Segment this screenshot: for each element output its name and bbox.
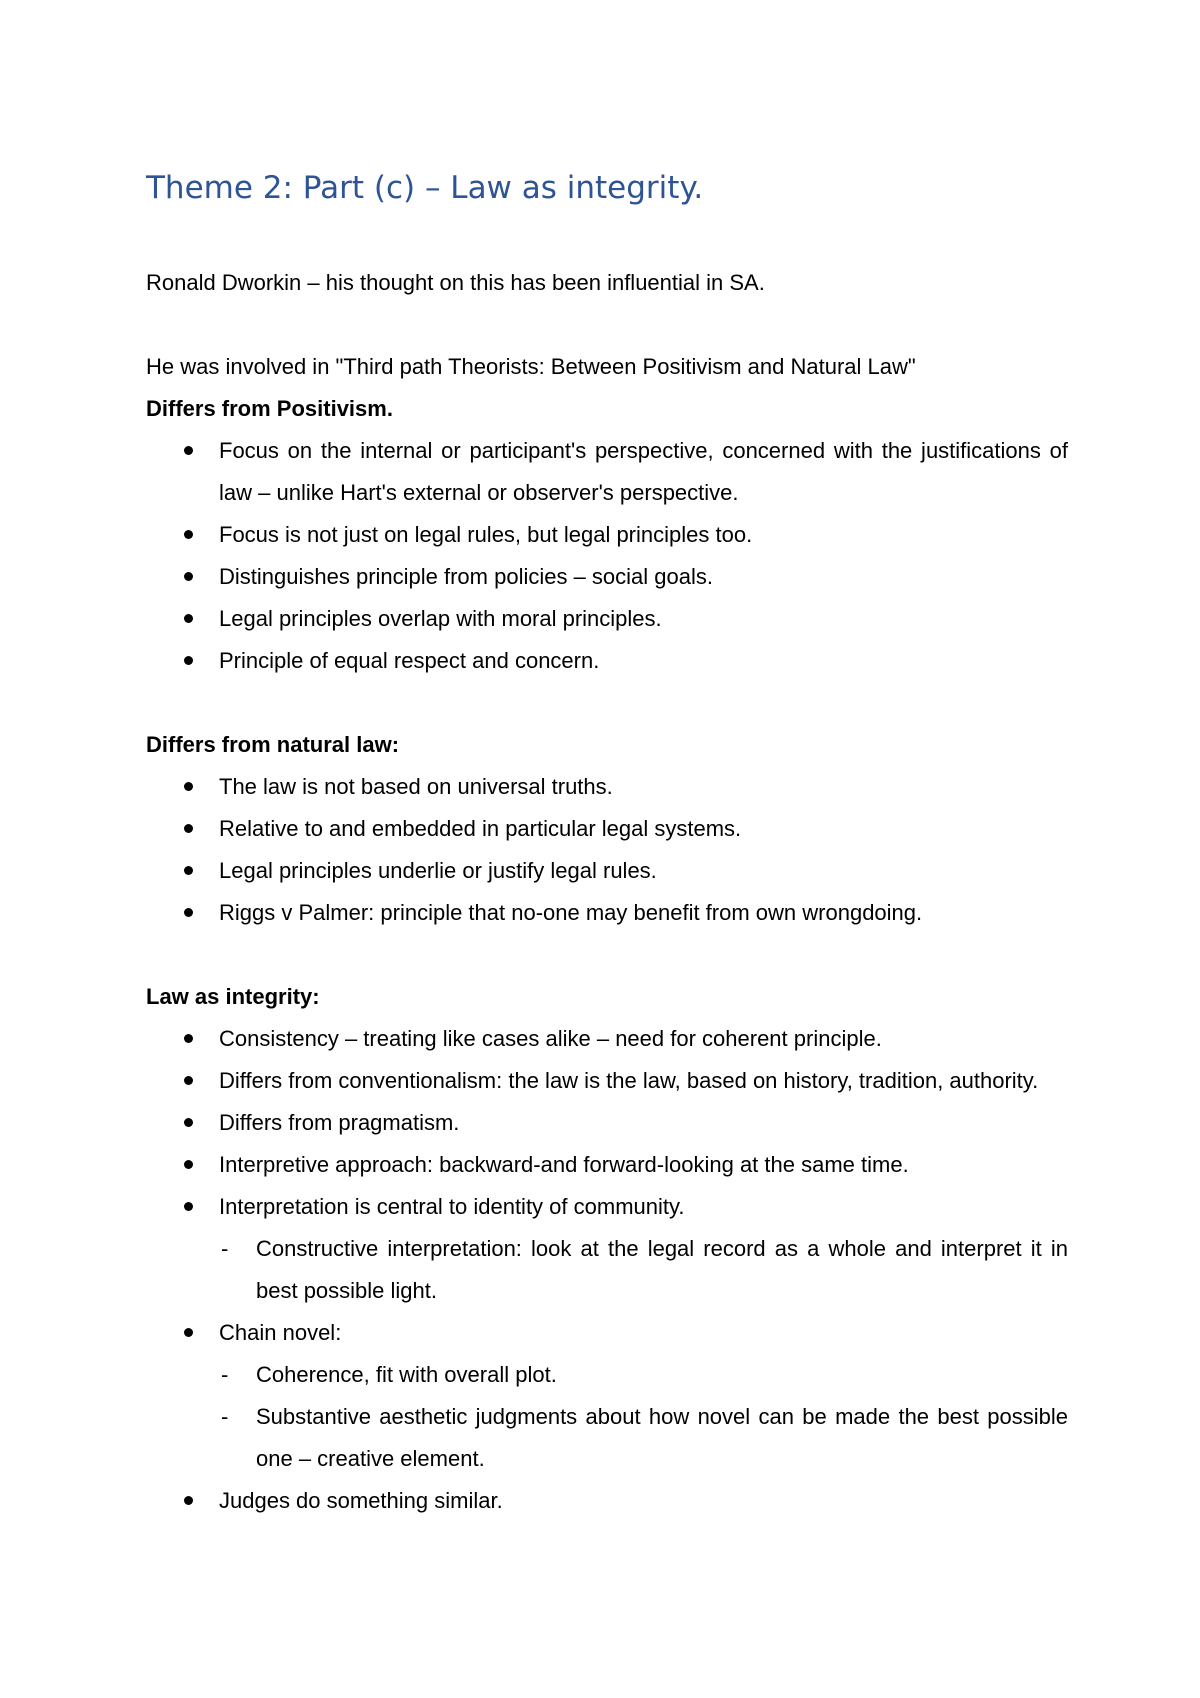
bullet-icon	[184, 1118, 193, 1127]
list-item	[146, 1186, 1068, 1228]
sublist-container	[146, 1354, 1068, 1480]
section-heading: Differs from natural law:	[146, 732, 400, 757]
dash-icon: -	[221, 1236, 229, 1261]
list-item-text: Chain novel:	[219, 1320, 342, 1345]
document-body	[146, 262, 1068, 1522]
list-item-text: Consistency – treating like cases alike – need for coherent principle.	[219, 1026, 882, 1051]
spacer	[146, 934, 1068, 976]
list-item	[146, 1312, 1068, 1354]
bullet-icon	[184, 446, 193, 455]
list-item-text: Interpretive approach: backward-and forward-looking at the same time.	[219, 1152, 909, 1177]
list-item	[146, 1102, 1068, 1144]
list-item-text: Distinguishes principle from policies – social goals.	[219, 564, 714, 589]
bullet-icon	[184, 782, 193, 791]
list-item-text: Focus on the internal or participant's perspective, concerned with the justifications of law – unlike Hart's external or observer's perspective.	[219, 438, 1068, 505]
bullet-icon	[184, 530, 193, 539]
bullet-list	[146, 430, 1068, 682]
list-item	[146, 430, 1068, 514]
list-item	[146, 892, 1068, 934]
list-item	[146, 598, 1068, 640]
list-item	[146, 514, 1068, 556]
list-item	[146, 556, 1068, 598]
bullet-icon	[184, 656, 193, 665]
dash-list	[219, 1228, 1068, 1312]
bullet-icon	[184, 1328, 193, 1337]
list-item-text: Judges do something similar.	[219, 1488, 503, 1513]
list-item	[146, 1144, 1068, 1186]
intro-line: Ronald Dworkin – his thought on this has been influential in SA.	[146, 270, 765, 295]
sub-list-item-text: Substantive aesthetic judgments about how novel can be made the best possible one – creative element.	[256, 1404, 1068, 1471]
list-item-text: Differs from pragmatism.	[219, 1110, 460, 1135]
dash-icon: -	[221, 1362, 229, 1387]
list-item	[146, 1060, 1068, 1102]
list-item-text: Legal principles underlie or justify legal rules.	[219, 858, 657, 883]
sub-list-item	[219, 1228, 1068, 1312]
list-item-text: Principle of equal respect and concern.	[219, 648, 600, 673]
sublist-container	[146, 1228, 1068, 1312]
list-item	[146, 850, 1068, 892]
list-item	[146, 808, 1068, 850]
bullet-list	[146, 766, 1068, 934]
involved-line: He was involved in "Third path Theorists: Between Positivism and Natural Law"	[146, 354, 916, 379]
sub-list-item	[219, 1354, 1068, 1396]
document-title: Theme 2: Part (c) – Law as integrity.	[146, 170, 704, 206]
sub-list-item-text: Constructive interpretation: look at the legal record as a whole and interpret it in best possible light.	[256, 1236, 1068, 1303]
list-item-text: Focus is not just on legal rules, but legal principles too.	[219, 522, 753, 547]
dash-list	[219, 1354, 1068, 1480]
bullet-icon	[184, 614, 193, 623]
bullet-icon	[184, 824, 193, 833]
bullet-icon	[184, 1496, 193, 1505]
bullet-icon	[184, 1160, 193, 1169]
section-heading: Differs from Positivism.	[146, 396, 393, 421]
section-heading: Law as integrity:	[146, 984, 320, 1009]
list-item	[146, 1018, 1068, 1060]
bullet-icon	[184, 572, 193, 581]
bullet-icon	[184, 1034, 193, 1043]
bullet-icon	[184, 1076, 193, 1085]
bullet-icon	[184, 908, 193, 917]
bullet-list	[146, 1018, 1068, 1522]
sections-container	[146, 388, 1068, 1522]
dash-icon: -	[221, 1404, 229, 1429]
sub-list-item-text: Coherence, fit with overall plot.	[256, 1362, 557, 1387]
list-item-text: Riggs v Palmer: principle that no-one may benefit from own wrongdoing.	[219, 900, 923, 925]
list-item	[146, 1480, 1068, 1522]
list-item	[146, 640, 1068, 682]
list-item-text: Interpretation is central to identity of community.	[219, 1194, 685, 1219]
spacer	[146, 682, 1068, 724]
list-item	[146, 766, 1068, 808]
bullet-icon	[184, 866, 193, 875]
sub-list-item	[219, 1396, 1068, 1480]
list-item-text: Relative to and embedded in particular legal systems.	[219, 816, 742, 841]
list-item-text: Differs from conventionalism: the law is the law, based on history, tradition, authority.	[219, 1068, 1039, 1093]
bullet-icon	[184, 1202, 193, 1211]
spacer	[146, 304, 1068, 346]
list-item-text: Legal principles overlap with moral principles.	[219, 606, 662, 631]
list-item-text: The law is not based on universal truths.	[219, 774, 613, 799]
